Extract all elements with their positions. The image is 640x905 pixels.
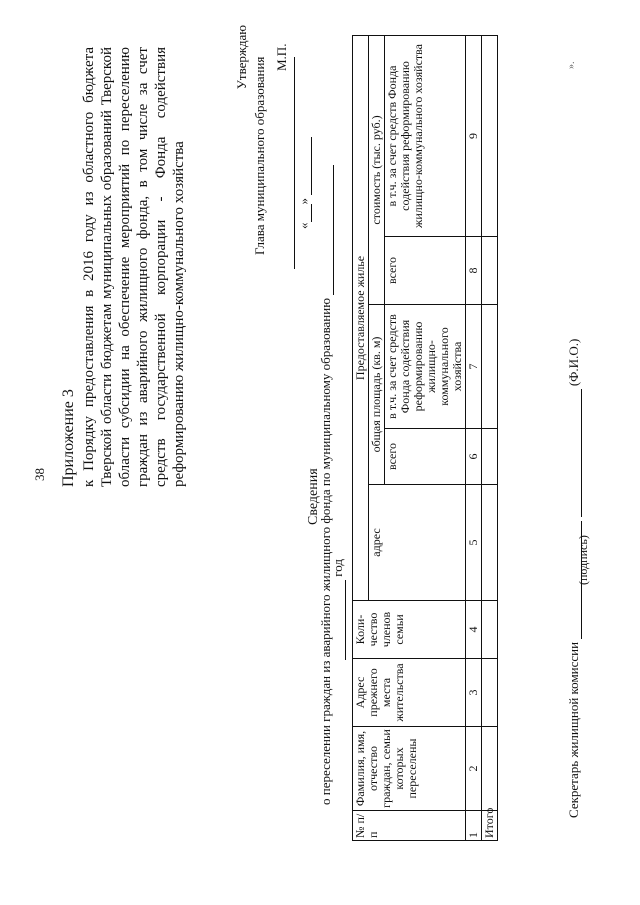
- header-row-1: [353, 35, 369, 840]
- report-title: Сведения: [306, 468, 321, 525]
- date-day-blank: [299, 205, 312, 223]
- report-year-line: [330, 559, 346, 660]
- approval-label: Утверждаю: [234, 25, 249, 90]
- approval-signature-line: [270, 57, 295, 269]
- total-cell: [482, 429, 498, 485]
- fio-caption: (Ф.И.О.): [566, 338, 581, 387]
- header-area: общая площадь (кв. м): [369, 305, 385, 485]
- col-num-6: 6: [466, 429, 482, 485]
- year-blank: [333, 580, 346, 660]
- page-number: 38: [32, 468, 47, 481]
- report-year: год: [330, 559, 345, 577]
- resettlement-table: [352, 35, 498, 841]
- secretary-label: Секретарь жилищной комиссии: [566, 641, 581, 818]
- header-area-total: всего: [385, 429, 466, 485]
- col-num-5: 5: [466, 485, 482, 601]
- total-label: Итого: [482, 811, 498, 841]
- report-subtitle: о переселении граждан из аварийного жилищного фонда по муниципальному образованию: [318, 298, 333, 805]
- date-month-blank: [299, 137, 312, 195]
- header-area-fund: в т.ч. за счет средств Фонда содействия реформированию жилищно-коммунального хозяйства: [385, 305, 466, 429]
- date-close-quote: »: [296, 198, 311, 205]
- secretary-name-blank: [569, 389, 582, 517]
- header-address: адрес: [369, 485, 466, 601]
- col-num-7: 7: [466, 305, 482, 429]
- total-cell: [482, 659, 498, 727]
- total-cell: [482, 601, 498, 659]
- signature-caption: (подпись): [576, 535, 590, 585]
- appendix-block: [60, 47, 188, 487]
- header-fio: Фамилия, имя, отчество граждан, семьи которых переселены: [353, 727, 466, 811]
- end-mark: ».: [566, 61, 577, 69]
- col-num-8: 8: [466, 237, 482, 305]
- total-cell: [482, 485, 498, 601]
- appendix-title: Приложение 3: [60, 389, 77, 487]
- stamp-place: М.П.: [274, 43, 289, 71]
- approval-signer: Глава муниципального образования: [252, 56, 267, 255]
- header-provided: Предоставляемое жилье: [353, 35, 369, 600]
- total-cell: [482, 237, 498, 305]
- total-cell: [482, 727, 498, 811]
- header-cost-fund: в т.ч. за счет средств Фонда содействия реформированию жилищно-коммунального хозяйства: [385, 35, 466, 236]
- approval-date: [296, 137, 312, 229]
- col-num-2: 2: [466, 727, 482, 811]
- appendix-body: к Порядку предоставления в 2016 году из областного бюджета Тверской области бюджетам муниципальных образований Тверской области субсидии на обеспечение мероприятий по переселению граждан из аварийного жилищного фонда, в том числе за счет средств государственной корпорации - Фонда содействия реформированию жилищно-коммунального хозяйства: [81, 47, 187, 487]
- header-num: № п/п: [353, 811, 466, 841]
- col-num-4: 4: [466, 601, 482, 659]
- report-subtitle-line: [318, 165, 334, 805]
- header-cost: стоимость (тыс. руб.): [369, 35, 385, 304]
- header-prev-address: Адрес прежнего места жительства: [353, 659, 466, 727]
- date-open-quote: «: [296, 222, 311, 229]
- total-cell: [482, 35, 498, 236]
- municipality-blank: [321, 165, 334, 295]
- column-number-row: [466, 35, 482, 840]
- col-num-3: 3: [466, 659, 482, 727]
- col-num-9: 9: [466, 35, 482, 236]
- header-members: Коли-чество членов семьи: [353, 601, 466, 659]
- header-cost-total: всего: [385, 237, 466, 305]
- total-row: [482, 35, 498, 840]
- col-num-1: 1: [466, 811, 482, 841]
- total-cell: [482, 305, 498, 429]
